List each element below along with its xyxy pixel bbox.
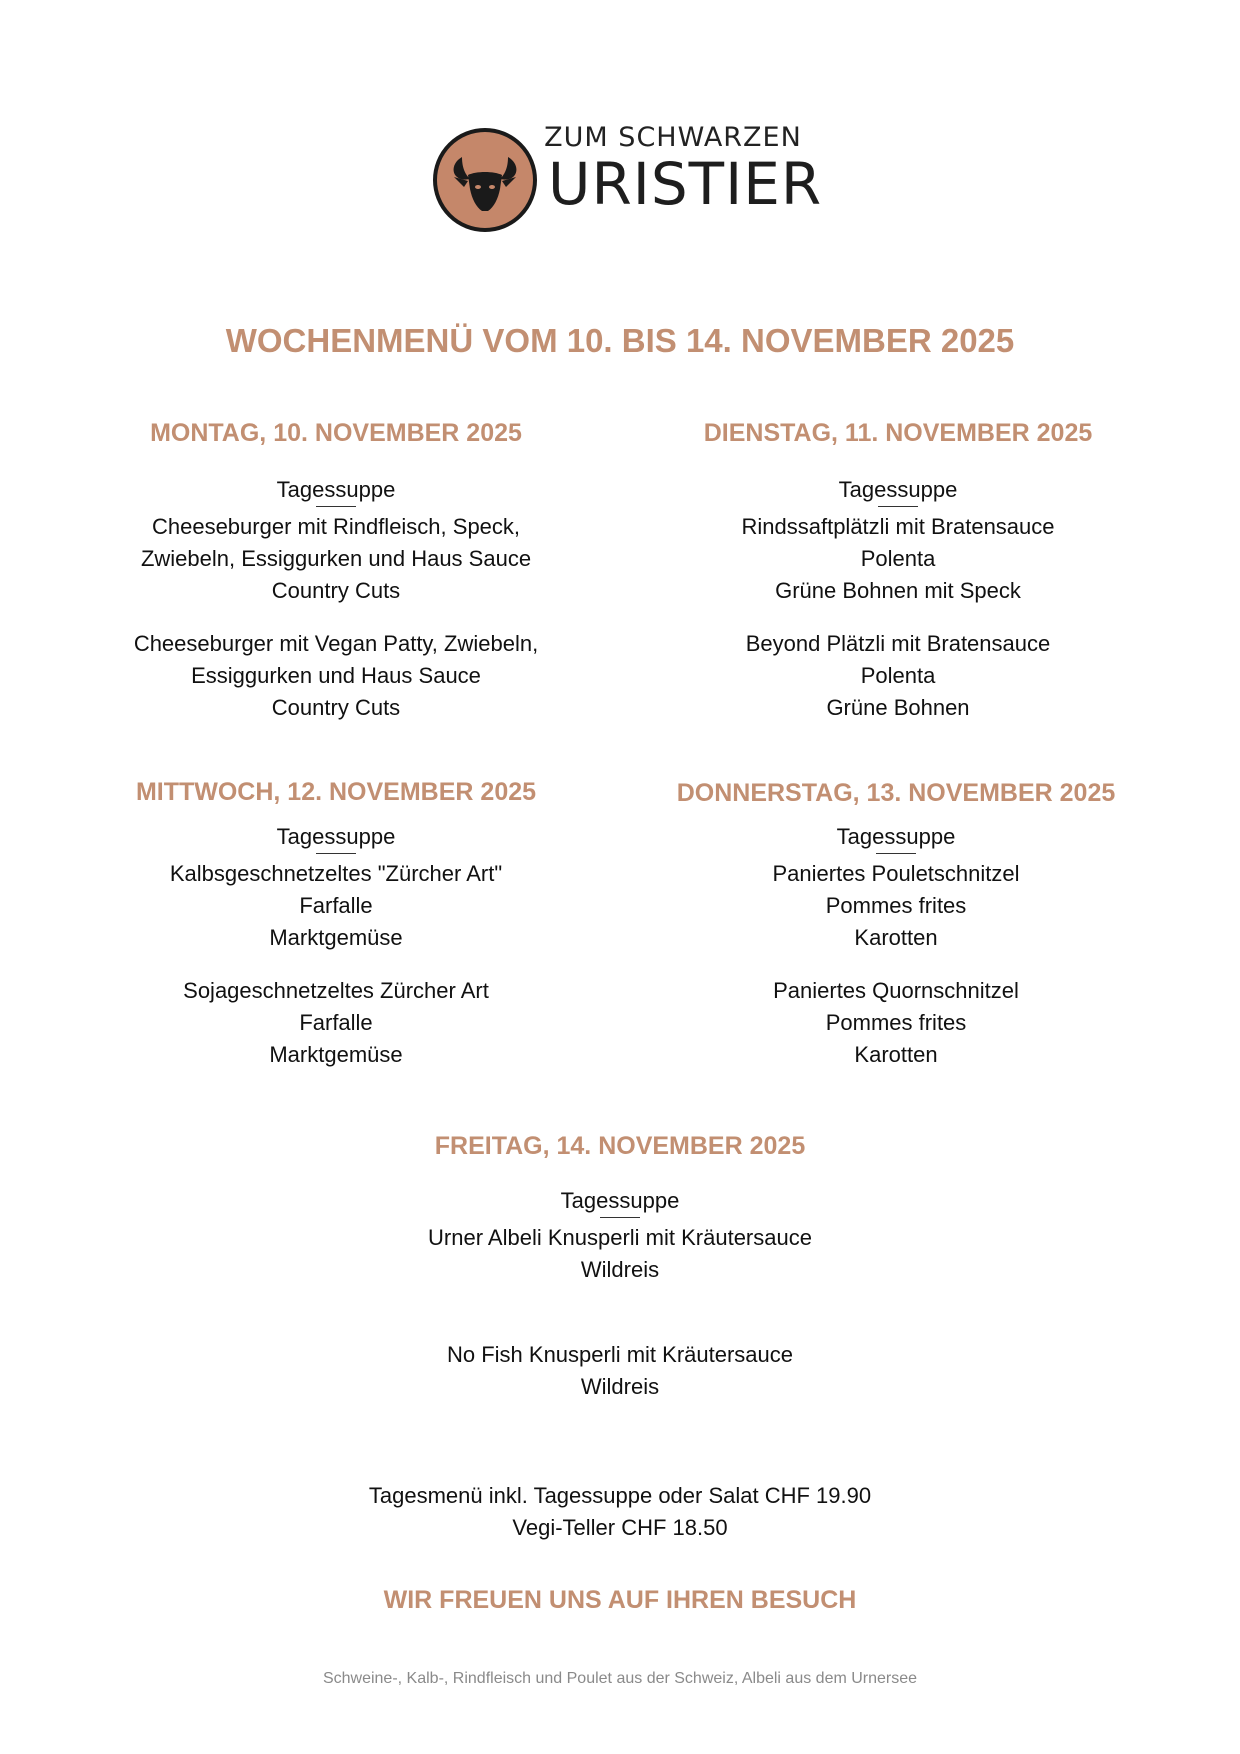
menu-line: Wildreis [580,1257,660,1282]
brand-name: URISTIER [548,150,823,218]
day-tuesday [658,418,1138,724]
divider [878,506,918,507]
page-title: WOCHENMENÜ VOM 10. BIS 14. NOVEMBER 2025 [225,322,1015,359]
menu-line: Urner Albeli Knusperli mit Kräutersauce [428,1225,812,1250]
welcome-message: WIR FREUEN UNS AUF IHREN BESUCH [383,1586,857,1614]
soup-label: Tagessuppe [276,824,396,849]
price-line: Vegi-Teller CHF 18.50 [512,1515,728,1540]
menu-line: Polenta [860,546,936,571]
veg-menu-line: Grüne Bohnen [826,695,970,720]
restaurant-logo [432,122,823,238]
veg-menu-line: Cheeseburger mit Vegan Patty, Zwiebeln, [133,631,539,656]
day-heading: FREITAG, 14. NOVEMBER 2025 [434,1132,806,1160]
veg-menu-line: Polenta [860,663,936,688]
day-monday [96,418,576,724]
menu-line: Karotten [854,925,938,950]
day-wednesday [96,777,576,1071]
divider [316,506,356,507]
veg-menu-line: Essiggurken und Haus Sauce [191,663,481,688]
menu-line: Kalbsgeschnetzeltes "Zürcher Art" [169,861,503,886]
price-info [0,1480,1240,1544]
origin-footnote: Schweine-, Kalb-, Rindfleisch und Poulet aus der Schweiz, Albeli aus dem Urnersee [322,1670,918,1687]
brand-subtitle: ZUM SCHWARZEN [544,122,802,153]
veg-menu-line: Karotten [854,1042,938,1067]
divider [876,853,916,854]
day-heading: MONTAG, 10. NOVEMBER 2025 [150,419,522,447]
day-friday [340,1131,900,1403]
day-thursday [656,778,1136,1071]
veg-menu-line: Wildreis [580,1374,660,1399]
day-heading: DIENSTAG, 11. NOVEMBER 2025 [703,419,1093,447]
veg-menu-line: Paniertes Quornschnitzel [773,978,1019,1003]
menu-line: Grüne Bohnen mit Speck [775,578,1021,603]
menu-line: Country Cuts [271,578,401,603]
menu-line: Pommes frites [825,893,967,918]
divider [316,853,356,854]
day-heading: MITTWOCH, 12. NOVEMBER 2025 [135,778,537,806]
soup-label: Tagessuppe [838,477,958,502]
veg-menu-line: Sojageschnetzeltes Zürcher Art [183,978,489,1003]
bull-head-icon [432,127,538,233]
menu-line: Rindssaftplätzli mit Bratensauce [741,514,1055,539]
divider [600,1217,640,1218]
soup-label: Tagessuppe [836,824,956,849]
veg-menu-line: Marktgemüse [269,1042,403,1067]
menu-line: Paniertes Pouletschnitzel [772,861,1020,886]
menu-line: Zwiebeln, Essiggurken und Haus Sauce [140,546,532,571]
soup-label: Tagessuppe [560,1188,680,1213]
veg-menu-line: Pommes frites [825,1010,967,1035]
menu-line: Farfalle [299,893,373,918]
price-line: Tagesmenü inkl. Tagessuppe oder Salat CHF 19.90 [368,1483,872,1508]
menu-line: Marktgemüse [269,925,403,950]
day-heading: DONNERSTAG, 13. NOVEMBER 2025 [676,779,1116,807]
menu-line: Cheeseburger mit Rindfleisch, Speck, [151,514,521,539]
soup-label: Tagessuppe [276,477,396,502]
veg-menu-line: Farfalle [299,1010,373,1035]
veg-menu-line: Country Cuts [271,695,401,720]
veg-menu-line: Beyond Plätzli mit Bratensauce [745,631,1051,656]
veg-menu-line: No Fish Knusperli mit Kräutersauce [446,1342,794,1367]
